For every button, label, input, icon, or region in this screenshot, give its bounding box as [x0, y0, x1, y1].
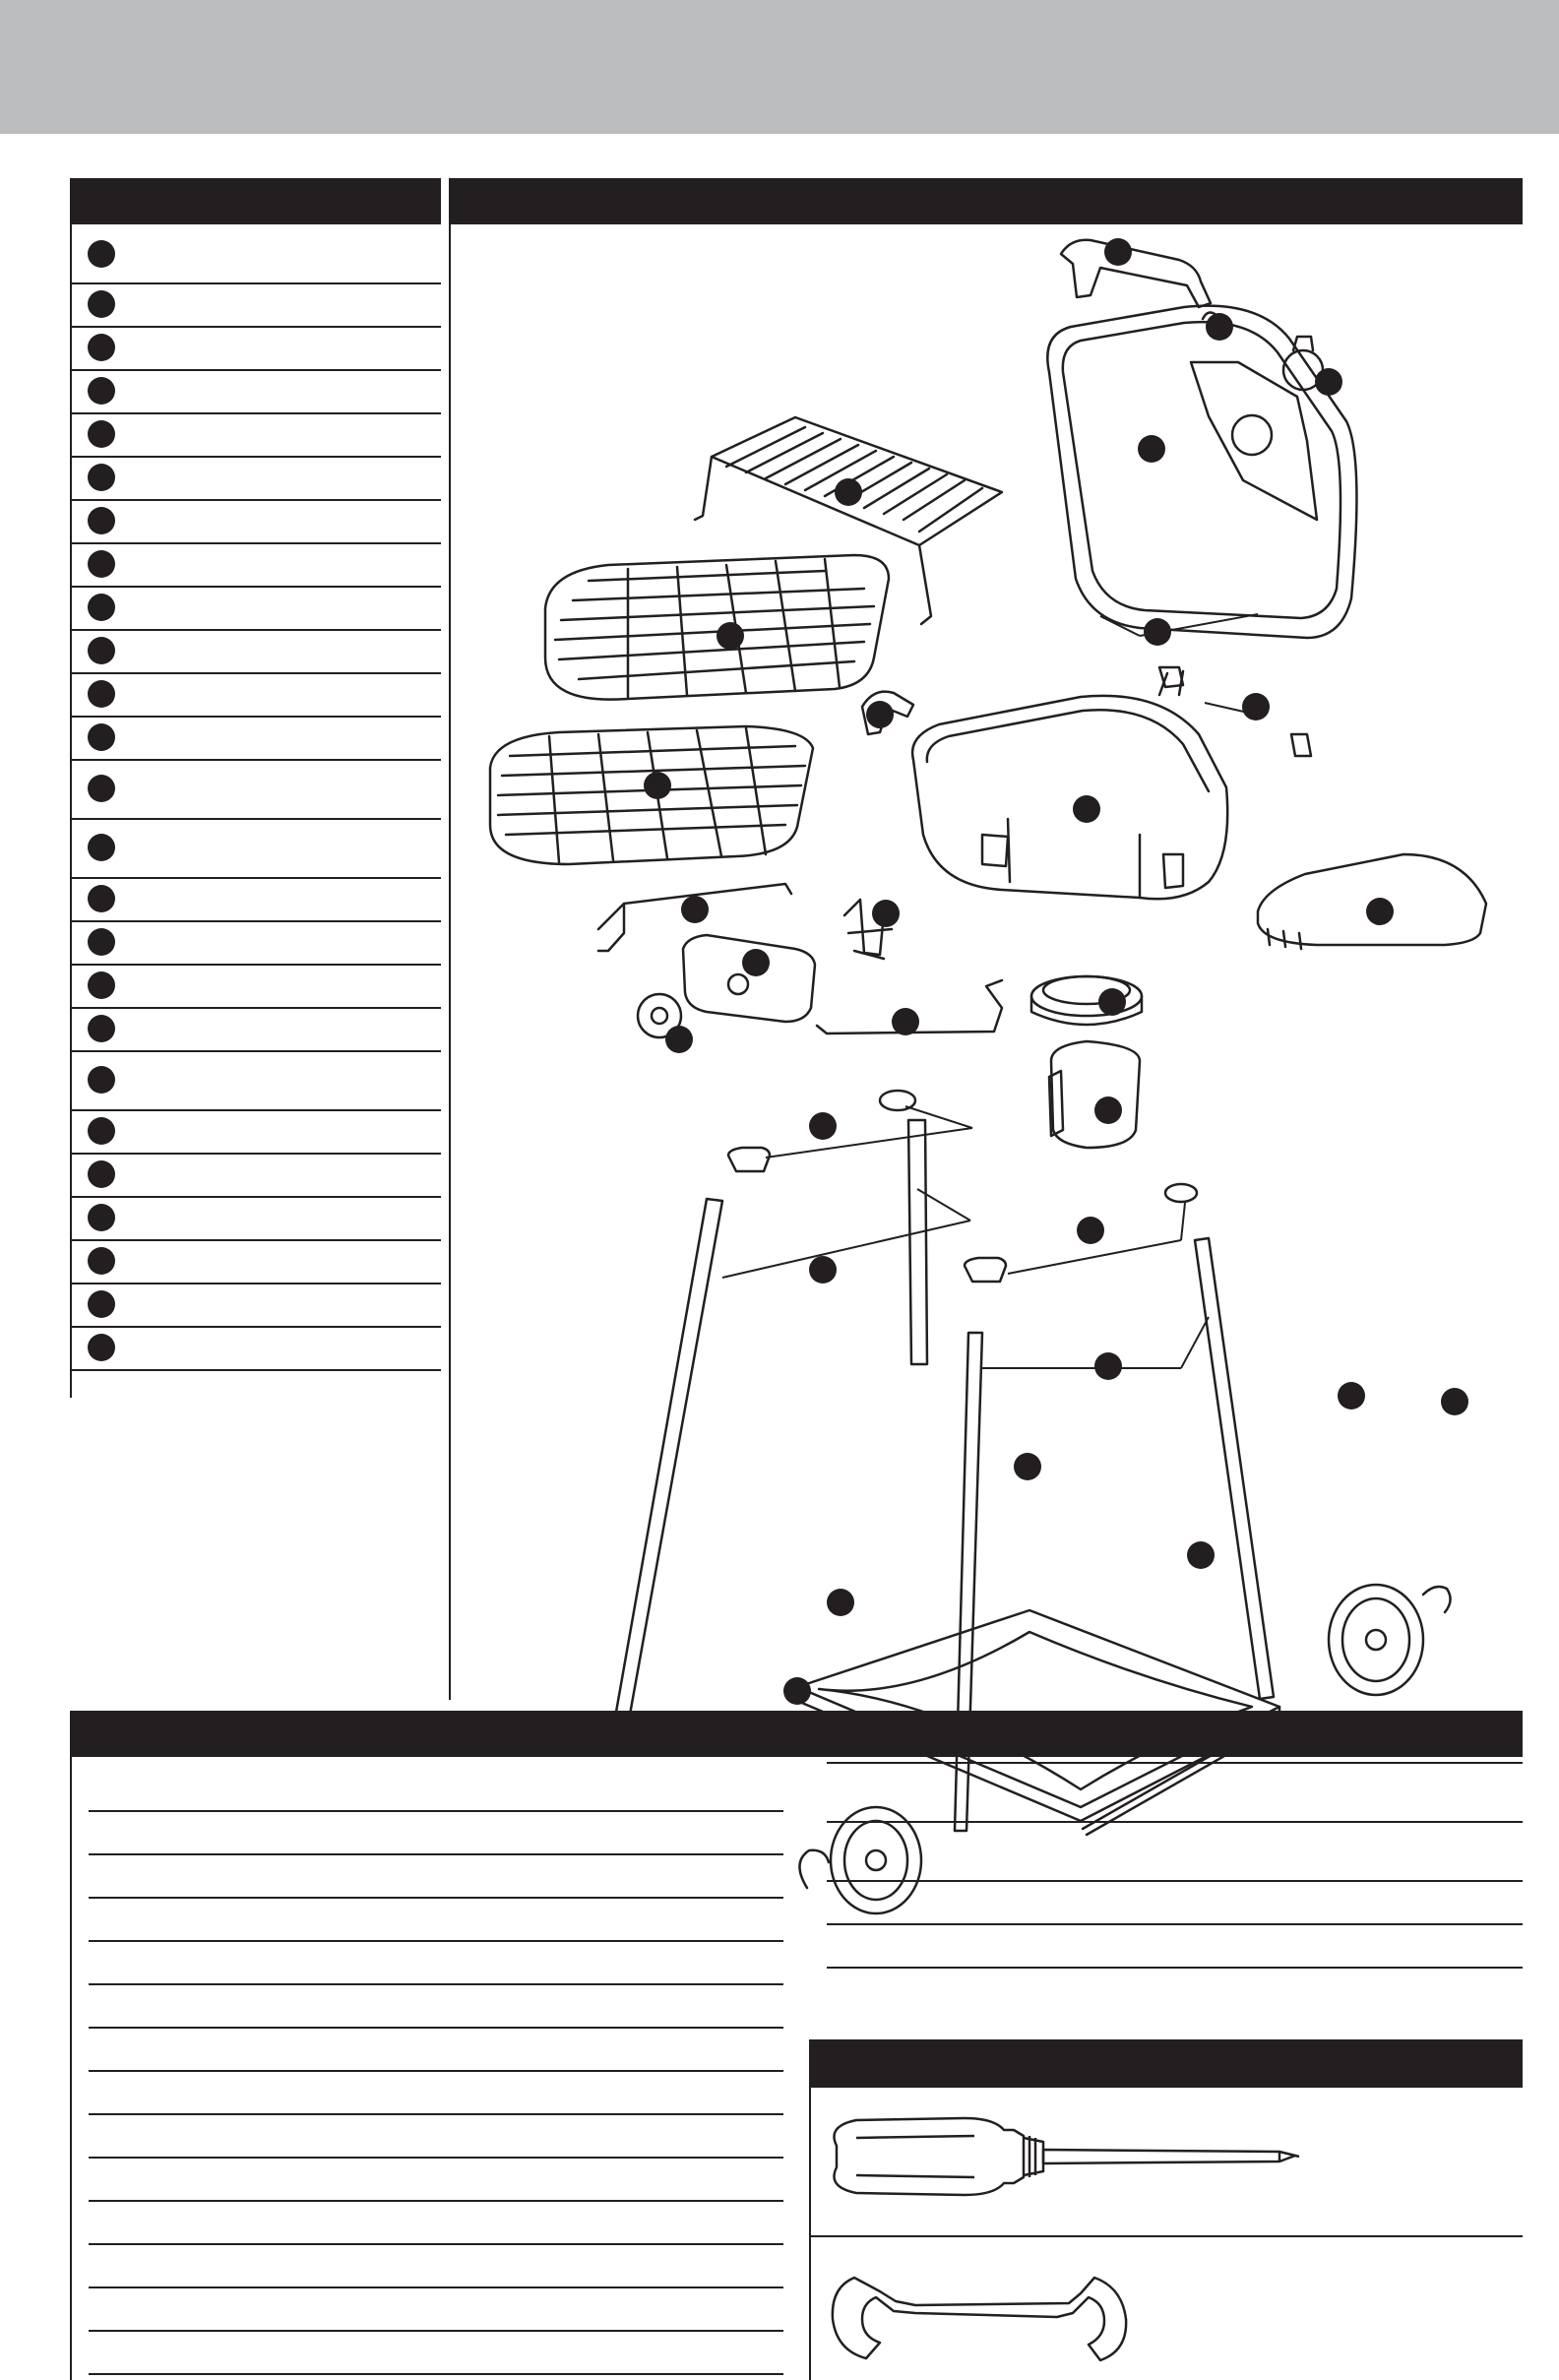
hardware-row-line — [827, 1967, 1523, 1969]
callout-dots — [644, 238, 1468, 1705]
parts-list-header-bar — [70, 178, 441, 224]
parts-list-row — [70, 1326, 441, 1371]
hardware-row-line — [89, 2027, 783, 2029]
hardware-row-line — [827, 1923, 1523, 1925]
part-number-dot-icon — [88, 680, 115, 708]
tools-left-edge — [809, 2039, 811, 2380]
part-number-dot-icon — [88, 723, 115, 751]
part-number-dot-icon — [88, 775, 115, 802]
parts-list-row — [70, 542, 441, 588]
hardware-left-edge — [70, 1757, 72, 2380]
parts-list-row — [70, 586, 441, 631]
parts-list-row — [70, 282, 441, 328]
parts-list-row — [70, 759, 441, 820]
leg-center — [908, 1120, 927, 1364]
hardware-row-line — [827, 1762, 1523, 1764]
hardware-row-line — [89, 1940, 783, 1942]
hardware-row-line — [89, 1853, 783, 1855]
part-number-dot-icon — [88, 1290, 115, 1318]
hardware-row-line — [89, 2330, 783, 2332]
hardware-row-line — [89, 2200, 783, 2202]
exploded-grill-diagram — [451, 224, 1524, 1701]
part-number-dot-icon — [88, 507, 115, 534]
parts-list-row — [70, 1196, 441, 1241]
part-number-dot-icon — [88, 637, 115, 664]
part-number-dot-icon — [88, 550, 115, 578]
part-number-dot-icon — [88, 928, 115, 956]
leg-cap-3 — [1165, 1184, 1197, 1202]
parts-list-row — [70, 1283, 441, 1328]
hardware-row-line — [89, 2070, 783, 2072]
parts-list-row — [70, 456, 441, 501]
hardware-header-bar — [70, 1711, 1523, 1757]
open-end-wrench-icon — [825, 2264, 1130, 2372]
part-number-dot-icon — [88, 885, 115, 912]
leg-left — [612, 1199, 722, 1736]
part-number-dot-icon — [88, 420, 115, 448]
parts-list-row — [70, 1007, 441, 1052]
parts-list-row — [70, 672, 441, 718]
hardware-row-line — [827, 1880, 1523, 1882]
hardware-row-line — [89, 1897, 783, 1899]
hardware-row-line — [89, 1983, 783, 1985]
parts-list-row — [70, 369, 441, 414]
parts-list-row — [70, 326, 441, 371]
part-number-dot-icon — [88, 1247, 115, 1275]
hardware-row-line — [89, 2243, 783, 2245]
hardware-row-line — [89, 2157, 783, 2159]
part-number-dot-icon — [88, 1117, 115, 1145]
part-number-dot-icon — [88, 1160, 115, 1188]
tools-header-bar — [811, 2039, 1523, 2088]
hardware-row-line — [89, 2286, 783, 2288]
parts-list-row — [70, 499, 441, 544]
parts-list-row — [70, 1153, 441, 1198]
leg-right — [1195, 1238, 1274, 1699]
part-number-dot-icon — [88, 1015, 115, 1042]
part-number-dot-icon — [88, 971, 115, 999]
bottom-shelf-shape — [797, 1610, 1279, 1807]
hardware-row-line — [89, 1810, 783, 1812]
side-shelf-shape — [1258, 854, 1486, 945]
parts-list-row — [70, 920, 441, 966]
parts-list-row — [70, 716, 441, 761]
part-number-dot-icon — [88, 377, 115, 405]
part-number-dot-icon — [88, 240, 115, 268]
part-number-dot-icon — [88, 834, 115, 861]
parts-list-row — [70, 877, 441, 922]
hardware-row-line — [89, 2113, 783, 2115]
part-number-dot-icon — [88, 1334, 115, 1361]
parts-list-row — [70, 225, 441, 284]
vent-body-shape — [683, 935, 815, 1022]
hardware-row-line — [89, 2373, 783, 2375]
part-number-dot-icon — [88, 290, 115, 318]
diagram-header-bar — [451, 178, 1523, 224]
parts-list-row — [70, 818, 441, 879]
phillips-screwdriver-icon — [817, 2097, 1319, 2215]
part-number-dot-icon — [88, 464, 115, 491]
ash-pan-shape — [1051, 1041, 1140, 1148]
parts-list-row — [70, 1109, 441, 1155]
bowl-shape — [912, 696, 1227, 899]
hardware-row-line — [827, 1821, 1523, 1823]
tools-divider — [811, 2235, 1523, 2237]
part-number-dot-icon — [88, 334, 115, 361]
parts-list-row — [70, 1050, 441, 1111]
part-number-dot-icon — [88, 1204, 115, 1231]
part-number-dot-icon — [88, 1066, 115, 1094]
part-number-dot-icon — [88, 594, 115, 621]
parts-list-row — [70, 629, 441, 674]
lid-handle-shape — [1061, 240, 1211, 307]
header-band — [0, 0, 1559, 134]
parts-list-row — [70, 412, 441, 458]
parts-list-row — [70, 964, 441, 1009]
parts-list-row — [70, 1239, 441, 1284]
